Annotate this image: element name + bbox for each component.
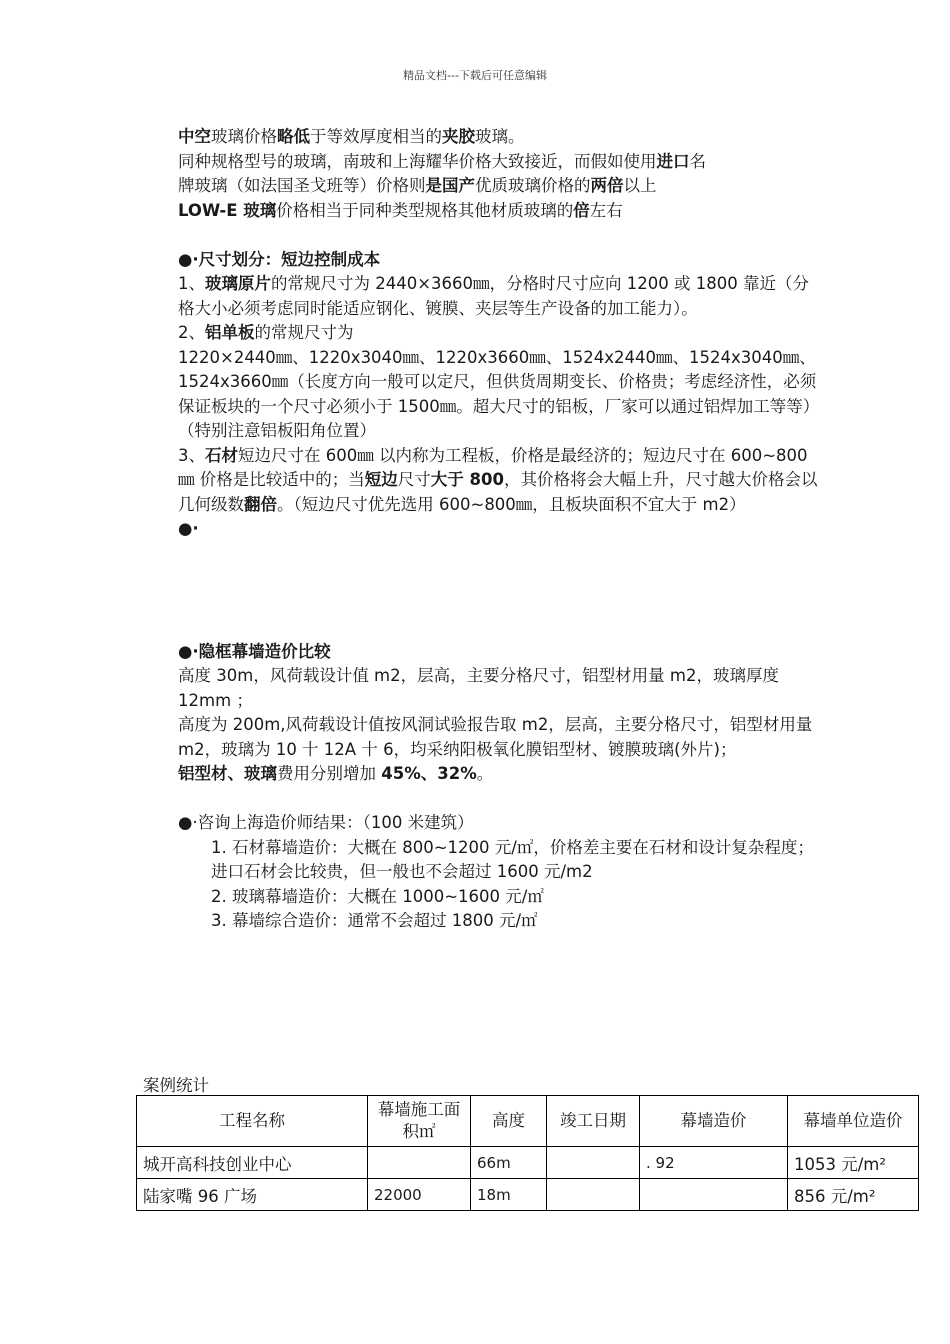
hidden-frame-heading: ●·隐框幕墙造价比较 [178, 641, 331, 661]
table-cell: 22000 [368, 1179, 471, 1211]
intro-line-3: 牌玻璃（如法国圣戈班等）价格则是国产优质玻璃价格的两倍以上 [178, 176, 657, 195]
intro-line-4: LOW-E 玻璃价格相当于同种类型规格其他材质玻璃的倍左右 [178, 200, 623, 220]
table-row [137, 1147, 919, 1179]
table-header-cell: 幕墙施工面积㎡ [368, 1096, 471, 1147]
size-paragraph-aluminum-title: 2、铝单板的常规尺寸为 [178, 323, 354, 342]
table-cell [640, 1179, 788, 1211]
table-cell [547, 1147, 640, 1179]
table-header-cell: 高度 [471, 1096, 547, 1147]
hidden-frame-paragraph-3: 铝型材、玻璃费用分别增加 45%、32%。 [178, 764, 494, 783]
table-header-cell: 幕墙单位造价 [788, 1096, 919, 1147]
empty-bullet: ●· [178, 519, 199, 538]
table-cell: 城开高科技创业中心 [137, 1147, 368, 1179]
table-cell: 1053 元/m² [788, 1147, 919, 1179]
hidden-frame-paragraph-1: 高度 30m，风荷载设计值 m2，层高，主要分格尺寸，铝型材用量 m2，玻璃厚度 12mm ； [178, 666, 779, 710]
table-header-cell: 幕墙造价 [640, 1096, 788, 1147]
list-item: 3. 幕墙综合造价：通常不会超过 1800 元/㎡ [211, 911, 538, 930]
list-item: 2. 玻璃幕墙造价：大概在 1000~1600 元/㎡ [211, 886, 544, 906]
size-paragraph-aluminum: 1220×2440㎜、1220x3040㎜、1220x3660㎜、1524x2440㎜、1524x3040㎜、1524x3660㎜（长度方向一般可以定尺，但供货周期变长、价格贵；考虑经济性，必须保证板块的一个尺寸必须小于 1500㎜。超大尺寸的铝板，厂家可以通过铝焊加工等等）（特别注意铝板阳角位置） [178, 347, 817, 440]
table-row [137, 1179, 919, 1211]
table-header-cell: 竣工日期 [547, 1096, 640, 1147]
table-cell: 18m [471, 1179, 547, 1211]
case-statistics-table [136, 1095, 919, 1211]
table-cell [368, 1147, 471, 1179]
table-cell [547, 1179, 640, 1211]
intro-line-2: 同种规格型号的玻璃，南玻和上海耀华价格大致接近，而假如使用进口名 [178, 151, 706, 171]
table-header-row [137, 1096, 919, 1147]
size-paragraph-stone: 3、石材短边尺寸在 600㎜ 以内称为工程板，价格是最经济的；短边尺寸在 600~800㎜ 价格是比较适中的；当短边尺寸大于 800，其价格将会大幅上升，尺寸越大价格会以几何级数翻倍。（短边尺寸优先选用 600~800㎜，且板块面积不宜大于 m2） [178, 445, 818, 514]
table-cell: . 92 [640, 1147, 788, 1179]
consult-heading: ●·咨询上海造价师结果：（100 米建筑） [178, 813, 474, 832]
hidden-frame-paragraph-2: 高度为 200m,风荷载设计值按风洞试验报告取 m2，层高，主要分格尺寸，铝型材用量 m2，玻璃为 10 十 12A 十 6，均采纳阳极氧化膜铝型材、镀膜玻璃(外片)； [178, 715, 813, 759]
table-cell: 856 元/m² [788, 1179, 919, 1211]
size-heading: ●·尺寸划分：短边控制成本 [178, 249, 381, 269]
table-header-cell: 工程名称 [137, 1096, 368, 1147]
table-caption: 案例统计 [143, 1076, 209, 1095]
document-body [178, 125, 818, 934]
consult-list [178, 836, 818, 934]
list-item: 1. 石材幕墙造价：大概在 800~1200 元/㎡，价格差主要在石材和设计复杂程度；进口石材会比较贵，但一般也不会超过 1600 元/m2 [211, 837, 814, 881]
intro-line-1: 中空玻璃价格略低于等效厚度相当的夹胶玻璃。 [178, 127, 525, 146]
size-paragraph-glass: 1、玻璃原片的常规尺寸为 2440×3660㎜，分格时尺寸应向 1200 或 1800 靠近（分格大小必须考虑同时能适应钢化、镀膜、夹层等生产设备的加工能力）。 [178, 274, 810, 318]
page-header: 精品文档---下载后可任意编辑 [403, 69, 547, 82]
table-cell: 66m [471, 1147, 547, 1179]
table-cell: 陆家嘴 96 广场 [137, 1179, 368, 1211]
